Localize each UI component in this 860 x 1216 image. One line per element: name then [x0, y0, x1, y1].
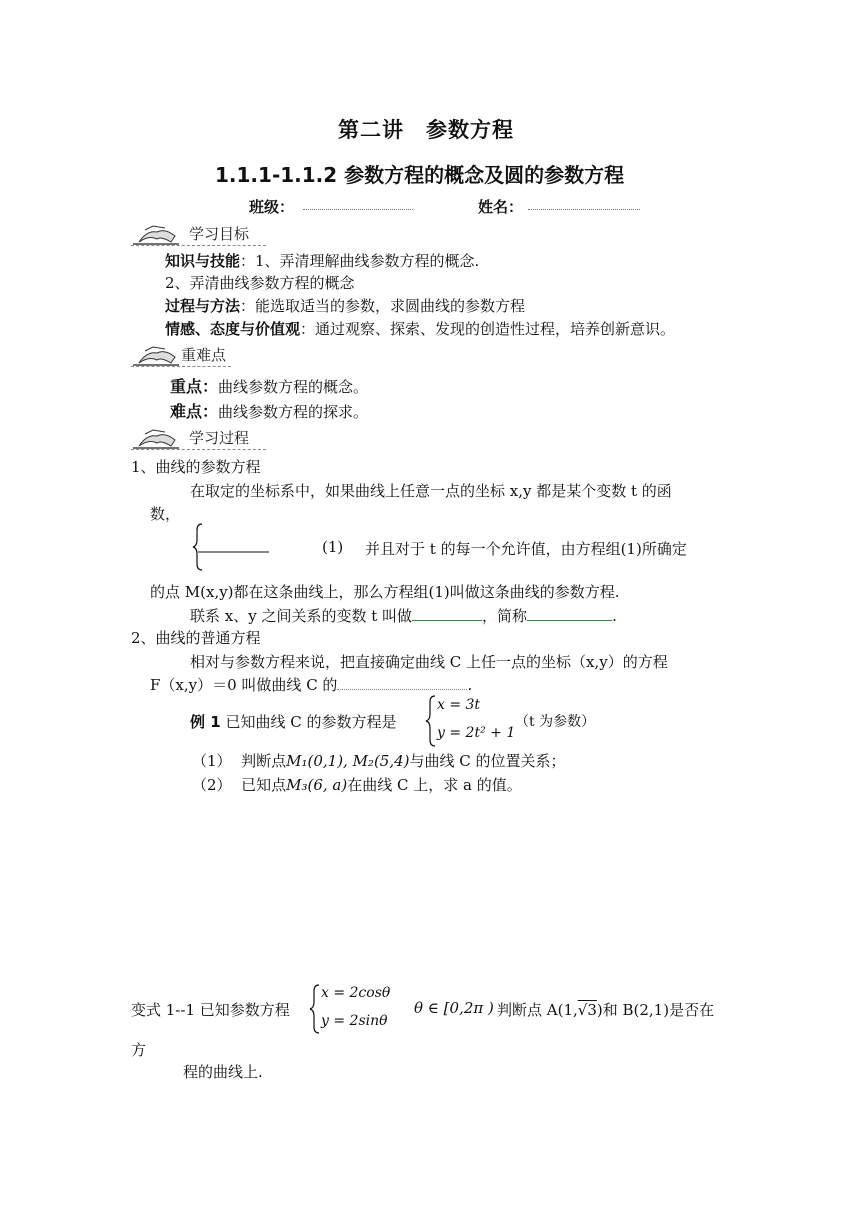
- section-header-goals: [131, 222, 266, 246]
- variant-1-label: 变式 1--1 已知参数方程: [131, 1001, 290, 1019]
- example-1-line: [190, 711, 396, 732]
- book-icon: [131, 222, 181, 246]
- variant-1-cont-2: 程的曲线上.: [183, 1063, 263, 1081]
- variant-1-equation-x: x = 2cosθ: [321, 985, 391, 1001]
- key-point-line: [170, 374, 368, 397]
- goal-line-3-label: 过程与方法: [165, 297, 241, 315]
- fill-blank-short-name[interactable]: [527, 606, 612, 621]
- fill-blank-ordinary-equation[interactable]: [337, 675, 467, 690]
- item-1-p4-text-c: .: [612, 607, 617, 625]
- key-point-label: 重点：: [170, 377, 219, 396]
- book-icon: [131, 343, 181, 367]
- example-1-question-2: [192, 774, 522, 795]
- hard-point-text: 曲线参数方程的探求。: [218, 403, 369, 421]
- page-subtitle: 1.1.1-1.1.2 参数方程的概念及圆的参数方程: [215, 163, 625, 187]
- empty-equation-brace: [192, 522, 272, 572]
- question-2-text-b: 在曲线 C 上，求 a 的值。: [347, 776, 522, 794]
- goal-line-2: 2、弄清曲线参数方程的概念: [165, 274, 355, 292]
- variant-1-text-a: 判断点 A(1,: [497, 1001, 578, 1019]
- variant-1-equation-y: y = 2sinθ: [321, 1013, 388, 1029]
- variant-1-condition: θ ∈ [0,2π ): [414, 999, 494, 1017]
- goal-line-3: [165, 295, 525, 316]
- question-2-point: M₃(6, a): [286, 776, 348, 794]
- fill-blank-parameter[interactable]: [412, 606, 482, 621]
- item-2-paragraph-2: [150, 674, 472, 695]
- item-1-paragraph-2: 并且对于 t 的每一个允许值，由方程组(1)所确定: [365, 540, 687, 558]
- item-1-paragraph-1-cont: 数，: [150, 505, 181, 523]
- example-1-note: （t 为参数）: [515, 714, 596, 730]
- item-1-paragraph-3: 的点 M(x,y)都在这条曲线上，那么方程组(1)叫做这条曲线的参数方程.: [150, 583, 620, 601]
- equation-number: (1): [322, 538, 344, 556]
- goal-line-1-text: ：1、弄清理解曲线参数方程的概念.: [240, 252, 480, 270]
- class-label: 班级：: [249, 198, 295, 216]
- key-point-text: 曲线参数方程的概念。: [218, 378, 369, 396]
- item-1-title: 1、曲线的参数方程: [131, 458, 261, 476]
- section-title-key-points: 重难点: [181, 346, 227, 364]
- example-1-text: 已知曲线 C 的参数方程是: [225, 713, 397, 731]
- item-2-paragraph-1: 相对与参数方程来说，把直接确定曲线 C 上任一点的坐标（x,y）的方程: [190, 653, 668, 671]
- question-1-points: M₁(0,1), M₂(5,4): [286, 752, 410, 770]
- question-1-text-b: 与曲线 C 的位置关系；: [409, 752, 566, 770]
- goal-line-1-label: 知识与技能: [165, 252, 241, 270]
- question-2-number: （2）: [192, 776, 232, 794]
- variant-1-text: [497, 999, 714, 1020]
- item-2-title: 2、曲线的普通方程: [131, 629, 261, 647]
- example-1-equation-x: x = 3t: [437, 697, 481, 713]
- goal-line-4: [165, 318, 675, 339]
- goal-line-3-text: ：能选取适当的参数，求圆曲线的参数方程: [240, 297, 526, 315]
- goal-line-4-text: ：通过观察、探索、发现的创造性过程，培养创新意识。: [300, 320, 676, 338]
- item-1-paragraph-1: 在取定的坐标系中，如果曲线上任意一点的坐标 x,y 都是某个变数 t 的函: [190, 482, 672, 500]
- book-icon: [131, 426, 181, 450]
- variant-1-cont-1: 方: [131, 1041, 147, 1059]
- goal-line-1: [165, 250, 479, 271]
- item-2-p2-text: F（x,y）＝0 叫做曲线 C 的: [150, 676, 338, 694]
- question-1-number: （1）: [192, 752, 232, 770]
- variant-1-brace: [309, 983, 321, 1035]
- hard-point-line: [170, 399, 368, 422]
- example-1-brace: [425, 694, 437, 748]
- item-2-p2-end: .: [467, 676, 473, 694]
- name-blank: [528, 203, 640, 210]
- item-1-p4-text-a: 联系 x、y 之间关系的变数 t 叫做: [190, 607, 413, 625]
- variant-1-text-b: )和 B(2,1)是否在: [596, 1001, 715, 1019]
- section-title-process: 学习过程: [189, 429, 250, 447]
- question-2-text-a: 已知点: [241, 776, 287, 794]
- page-title: 第二讲 参数方程: [338, 118, 514, 142]
- section-header-process: [131, 426, 266, 450]
- item-1-p4-text-b: ，简称: [482, 607, 528, 625]
- hard-point-label: 难点：: [170, 402, 219, 421]
- name-label: 姓名：: [478, 198, 524, 216]
- class-blank: [303, 203, 413, 210]
- question-1-text-a: 判断点: [241, 752, 287, 770]
- item-1-paragraph-4: [190, 605, 617, 626]
- section-header-key-points: [131, 343, 231, 367]
- example-1-question-1: [192, 750, 566, 771]
- section-title-goals: 学习目标: [189, 225, 250, 243]
- example-1-label: 例 1: [190, 713, 221, 731]
- variant-1-sqrt: √3: [577, 1001, 597, 1019]
- example-1-equation-y: y = 2t² + 1: [437, 725, 516, 741]
- goal-line-4-label: 情感、态度与价值观: [165, 320, 301, 338]
